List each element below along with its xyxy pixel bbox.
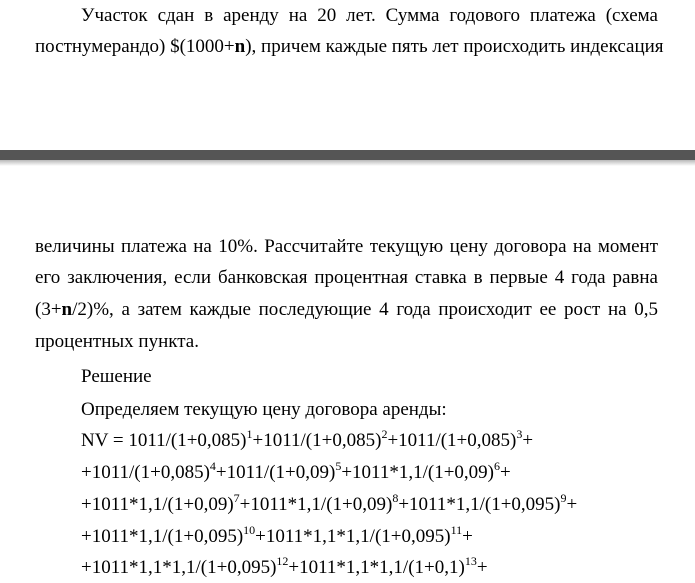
formula-term: +1011*1,1/(1+0,095) <box>398 494 561 515</box>
exponent: 12 <box>276 553 289 568</box>
formula-term: +1011*1,1*1,1/(1+0,1) <box>288 557 465 578</box>
exponent: 1 <box>246 426 253 441</box>
text: постнумерандо) $(1000+ <box>35 36 235 57</box>
paragraph-line: величины платежа на 10%. Рассчитайте текущую цену договора на момент <box>35 236 658 257</box>
solution-heading: Решение <box>81 366 152 387</box>
paragraph-line: процентных пункта. <box>35 331 199 352</box>
paragraph-line <box>35 298 658 322</box>
text: /2)%, а затем каждые последующие 4 года происходит ее рост на 0,5 <box>72 299 658 320</box>
text: Участок сдан в аренду на 20 лет. Сумма годового платежа (схема <box>81 5 658 26</box>
formula-line <box>81 426 534 453</box>
formula-term: +1011*1,1/(1+0,095) <box>81 526 244 547</box>
formula-term: +1011*1,1*1,1/(1+0,095) <box>81 557 277 578</box>
formula-term: +1011*1,1*1,1/(1+0,095) <box>255 526 451 547</box>
exponent: 10 <box>243 522 256 537</box>
exponent: 5 <box>335 458 342 473</box>
formula-term: + <box>522 430 534 451</box>
formula-term: + <box>566 494 578 515</box>
bold-variable: n <box>234 36 246 57</box>
paragraph-line <box>35 4 658 28</box>
formula-term: + <box>462 526 473 547</box>
formula-line <box>81 553 488 580</box>
formula-term: +1011*1,1/(1+0,09) <box>341 462 495 483</box>
formula-term: +1011*1,1/(1+0,09) <box>81 494 234 515</box>
text: (3+ <box>35 299 62 320</box>
exponent: 7 <box>233 490 240 505</box>
paragraph-line: его заключения, если банковская процентная ставка в первые 4 года равна <box>35 267 658 288</box>
exponent: 13 <box>464 553 477 568</box>
formula-line <box>81 522 473 549</box>
exponent: 9 <box>560 490 567 505</box>
formula-line <box>81 458 511 485</box>
exponent: 6 <box>494 458 501 473</box>
formula-term: +1011/(1+0,085) <box>81 462 210 483</box>
text: ), причем каждые пять лет происходить индексация <box>245 36 664 57</box>
bold-variable: n <box>61 299 73 320</box>
formula-term: +1011/(1+0,09) <box>215 462 336 483</box>
page-break-shadow <box>0 160 695 166</box>
formula-line <box>81 490 578 517</box>
formula-term: +1011/(1+0,085) <box>252 430 382 451</box>
formula-term: +1011*1,1/(1+0,09) <box>239 494 393 515</box>
formula-term: +1011/(1+0,085) <box>387 430 517 451</box>
paragraph-line <box>35 35 664 59</box>
page-break <box>0 150 695 160</box>
exponent: 4 <box>209 458 216 473</box>
formula-term: NV = 1011/(1+0,085) <box>81 430 247 451</box>
formula-term: + <box>476 557 488 578</box>
exponent: 8 <box>392 490 399 505</box>
solution-intro: Определяем текущую цену договора аренды: <box>81 399 447 420</box>
exponent: 11 <box>450 522 463 537</box>
exponent: 3 <box>516 426 523 441</box>
formula-term: + <box>500 462 511 483</box>
exponent: 2 <box>381 426 388 441</box>
